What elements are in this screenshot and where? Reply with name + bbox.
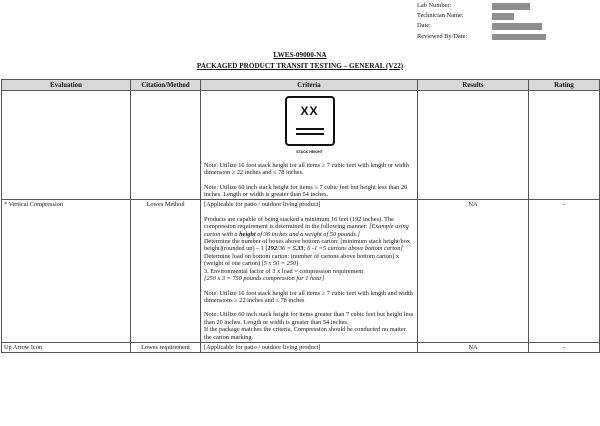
row3-method: Lowes requirement — [131, 342, 201, 352]
evaluation-table — [1, 79, 600, 353]
row2-p2-text: Determine the number of boxes above bottom carton: [minimum stack height/box height](rounded up) – 1 [ — [204, 238, 410, 253]
stack-line-icon — [296, 133, 324, 135]
row2-calc-a: 192 — [267, 245, 278, 253]
row1-evaluation — [2, 91, 131, 200]
reviewed-label: Reviewed By/Date: — [417, 32, 468, 40]
row2-p3-calc: 5 x 50 = 250 — [263, 260, 297, 268]
row2-applicable: [Applicable for patio / outdoor living product] — [204, 201, 321, 209]
date-row — [417, 21, 467, 31]
row2-criteria — [201, 200, 418, 343]
stack-height-caption: STACK HEIGHT — [296, 150, 323, 155]
redacted-lab-number — [492, 3, 530, 10]
row2-paragraph-4: 3. Environmental factor of 3 x load = compression requirement — [204, 267, 364, 275]
row1-rating — [529, 91, 600, 200]
row1-criteria — [201, 91, 418, 200]
row2-note-3: If the package matches the criteria, Compression should be conducted no matter the carton marking. — [204, 326, 406, 341]
technician-label: Technician Name: — [417, 12, 464, 20]
row1-note-2: Note: Utilize 60 inch stack height for items ≥ 7 cubic feet but height less than 20 inches. Length or width is greater than 54 inches. — [204, 183, 408, 199]
row2-example-c: of 36 inches and a weight of 50 pounds.] — [255, 230, 360, 238]
row3-results: NA — [418, 342, 529, 352]
row1-results — [418, 91, 529, 200]
document-id: LWES-09000-NA — [273, 51, 327, 59]
header-citation-method: Citation/Method — [131, 80, 201, 91]
row2-method: Lowes Method — [131, 200, 201, 343]
stack-height-icon — [285, 96, 335, 146]
reviewed-row — [417, 32, 467, 42]
header-evaluation: Evaluation — [2, 80, 131, 91]
redacted-technician — [492, 13, 514, 20]
table-row — [2, 91, 600, 200]
table-header-row — [2, 80, 600, 91]
date-label: Date: — [417, 22, 431, 30]
lab-number-label: Lab Number: — [417, 2, 452, 9]
header-rating: Rating — [529, 80, 600, 91]
header-results: Results — [418, 80, 529, 91]
stack-line-icon — [296, 128, 324, 130]
row2-calc-b: /36 = — [277, 245, 293, 253]
row2-p3-end: ] — [296, 260, 299, 268]
row2-results: NA — [418, 200, 529, 343]
stack-height-value: XX — [300, 104, 319, 118]
header-criteria: Criteria — [201, 80, 418, 91]
row2-paragraph-1 — [204, 216, 415, 238]
lab-info-block — [417, 1, 467, 42]
row3-rating: - — [529, 342, 600, 352]
table-row — [2, 200, 600, 343]
row2-paragraph-4-calc: [250 x 3 = 750 pounds compression for 1 hour] — [204, 275, 325, 283]
redacted-reviewer — [492, 34, 546, 41]
lab-number-row — [417, 1, 467, 11]
row2-note-1: Note: Utilize 16 foot stack height for all items ≥ 7 cubic feet with length and width dimensions ≥ 22 inches and ≤ 78 inches — [204, 289, 413, 304]
row3-evaluation: Up Arrow Icon — [2, 342, 131, 352]
table-row — [2, 342, 600, 352]
row2-paragraph-3 — [204, 253, 415, 268]
row2-note-2: Note: Utilize 60 inch stack height for items greater than 7 cubic feet but height less than 20 inches. Length or width is greater than 54 inches. — [204, 311, 414, 326]
row2-example-b: height — [239, 230, 256, 238]
row2-calc-d: ; 6 -1 =5 cartons above bottom carton] — [303, 245, 403, 253]
stack-height-icon-block — [204, 92, 415, 157]
row2-paragraph-2 — [204, 238, 415, 253]
redacted-date — [492, 23, 542, 30]
row2-p3-text: Determine load on bottom carton: (number of cartons above bottom carton) x (weight of one carton) [ — [204, 252, 399, 268]
row2-calc-c: 5.33 — [292, 245, 304, 253]
row1-method — [131, 91, 201, 200]
technician-row — [417, 11, 467, 21]
row2-p1-text: Products are capable of being stacked a minimum 16 feet (192 inches). The compression requirement is determined in the following manner: — [204, 215, 394, 231]
row3-criteria: [Applicable for patio / outdoor living product] — [201, 342, 418, 352]
row1-note-1: Note: Utilize 16 foot stack height for all items ≥ 7 cubic feet with length or width dimension ≥ 22 inches and ≤ 78 inches. — [204, 161, 409, 177]
row2-evaluation: * Vertical Compression — [2, 200, 131, 343]
row2-rating: - — [529, 200, 600, 343]
document-title: PACKAGED PRODUCT TRANSIT TESTING – GENERAL (V22) — [196, 62, 404, 70]
row2-example-a: [Example using carton with a — [204, 223, 409, 238]
